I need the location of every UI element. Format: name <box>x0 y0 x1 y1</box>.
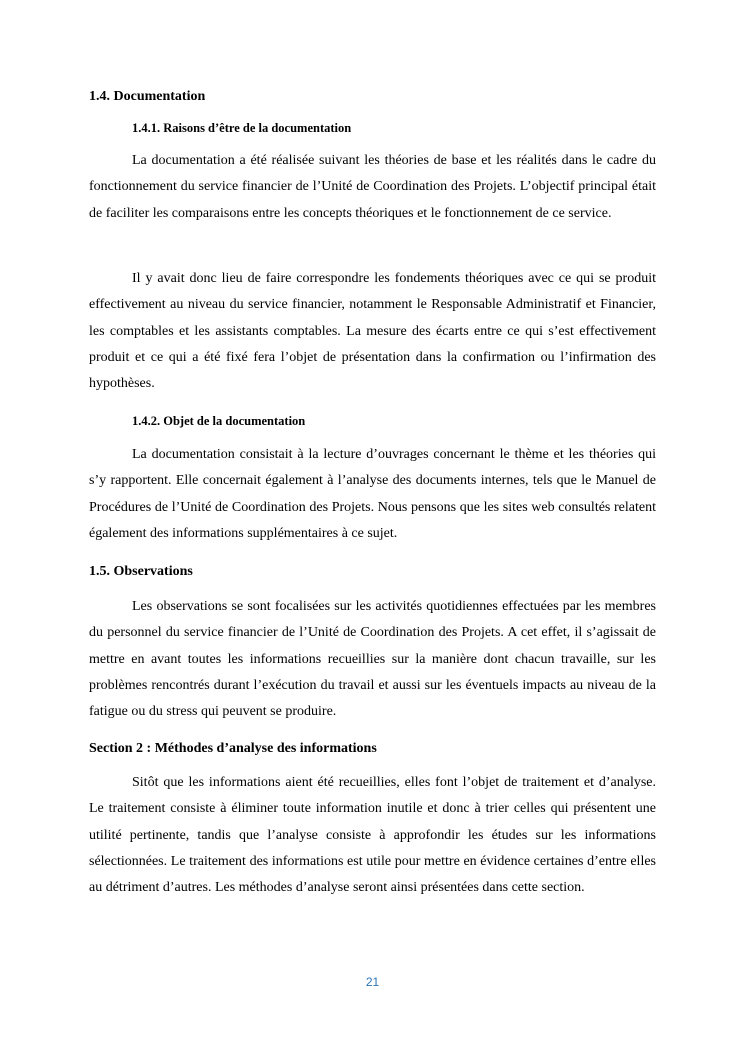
heading-1-4-1: 1.4.1. Raisons d’être de la documentation <box>132 121 352 135</box>
paragraph-1-5: Les observations se sont focalisées sur les activités quotidiennes effectuées par les membres du personnel du service financier de l’Unité de Coordination des Projets. A cet effet, il s’agissait de mettre en avant toutes les informations recueillies sur la manière dont chacun travaille, sur les problèmes rencontrés durant l’exécution du travail et aussi sur les éventuels impacts au niveau de la fatigue ou du stress qui peuvent se produire. <box>89 599 656 720</box>
heading-section-2: Section 2 : Méthodes d’analyse des informations <box>89 741 377 756</box>
page-number: 21 <box>365 975 380 989</box>
heading-1-4-2: 1.4.2. Objet de la documentation <box>132 414 306 428</box>
heading-1-4: 1.4. Documentation <box>89 89 206 104</box>
paragraph-1-4-2: La documentation consistait à la lecture d’ouvrages concernant le thème et les théories qui s’y rapportent. Elle concernait également à l’analyse des documents internes, tels que le Manuel de Procédures de l’Unité de Coordination des Projets. Nous pensons que les sites web consultés relatent également des informations supplémentaires à ce sujet. <box>89 447 656 541</box>
paragraph-1-4-1-a: La documentation a été réalisée suivant les théories de base et les réalités dans le cadre du fonctionnement du service financier de l’Unité de Coordination des Projets. L’objectif principal était de faciliter les comparaisons entre les concepts théoriques et le fonctionnement de ce service. <box>89 153 656 221</box>
heading-1-5: 1.5. Observations <box>89 564 193 579</box>
paragraph-section-2: Sitôt que les informations aient été recueillies, elles font l’objet de traitement et d’analyse. Le traitement consiste à éliminer toute information inutile et donc à trier celles qui présentent une utilité pertinente, tandis que l’analyse consiste à approfondir les études sur les informations sélectionnées. Le traitement des informations est utile pour mettre en évidence certaines d’entre elles au détriment d’autres. Les méthodes d’analyse seront ainsi présentées dans cette section. <box>89 775 656 896</box>
paragraph-1-4-1-b: Il y avait donc lieu de faire correspondre les fondements théoriques avec ce qui se produit effectivement au niveau du service financier, notamment le Responsable Administratif et Financier, les comptables et les assistants comptables. La mesure des écarts entre ce qui s’est effectivement produit et ce qui a été fixé fera l’objet de présentation dans la confirmation ou l’infirmation des hypothèses. <box>89 271 656 392</box>
